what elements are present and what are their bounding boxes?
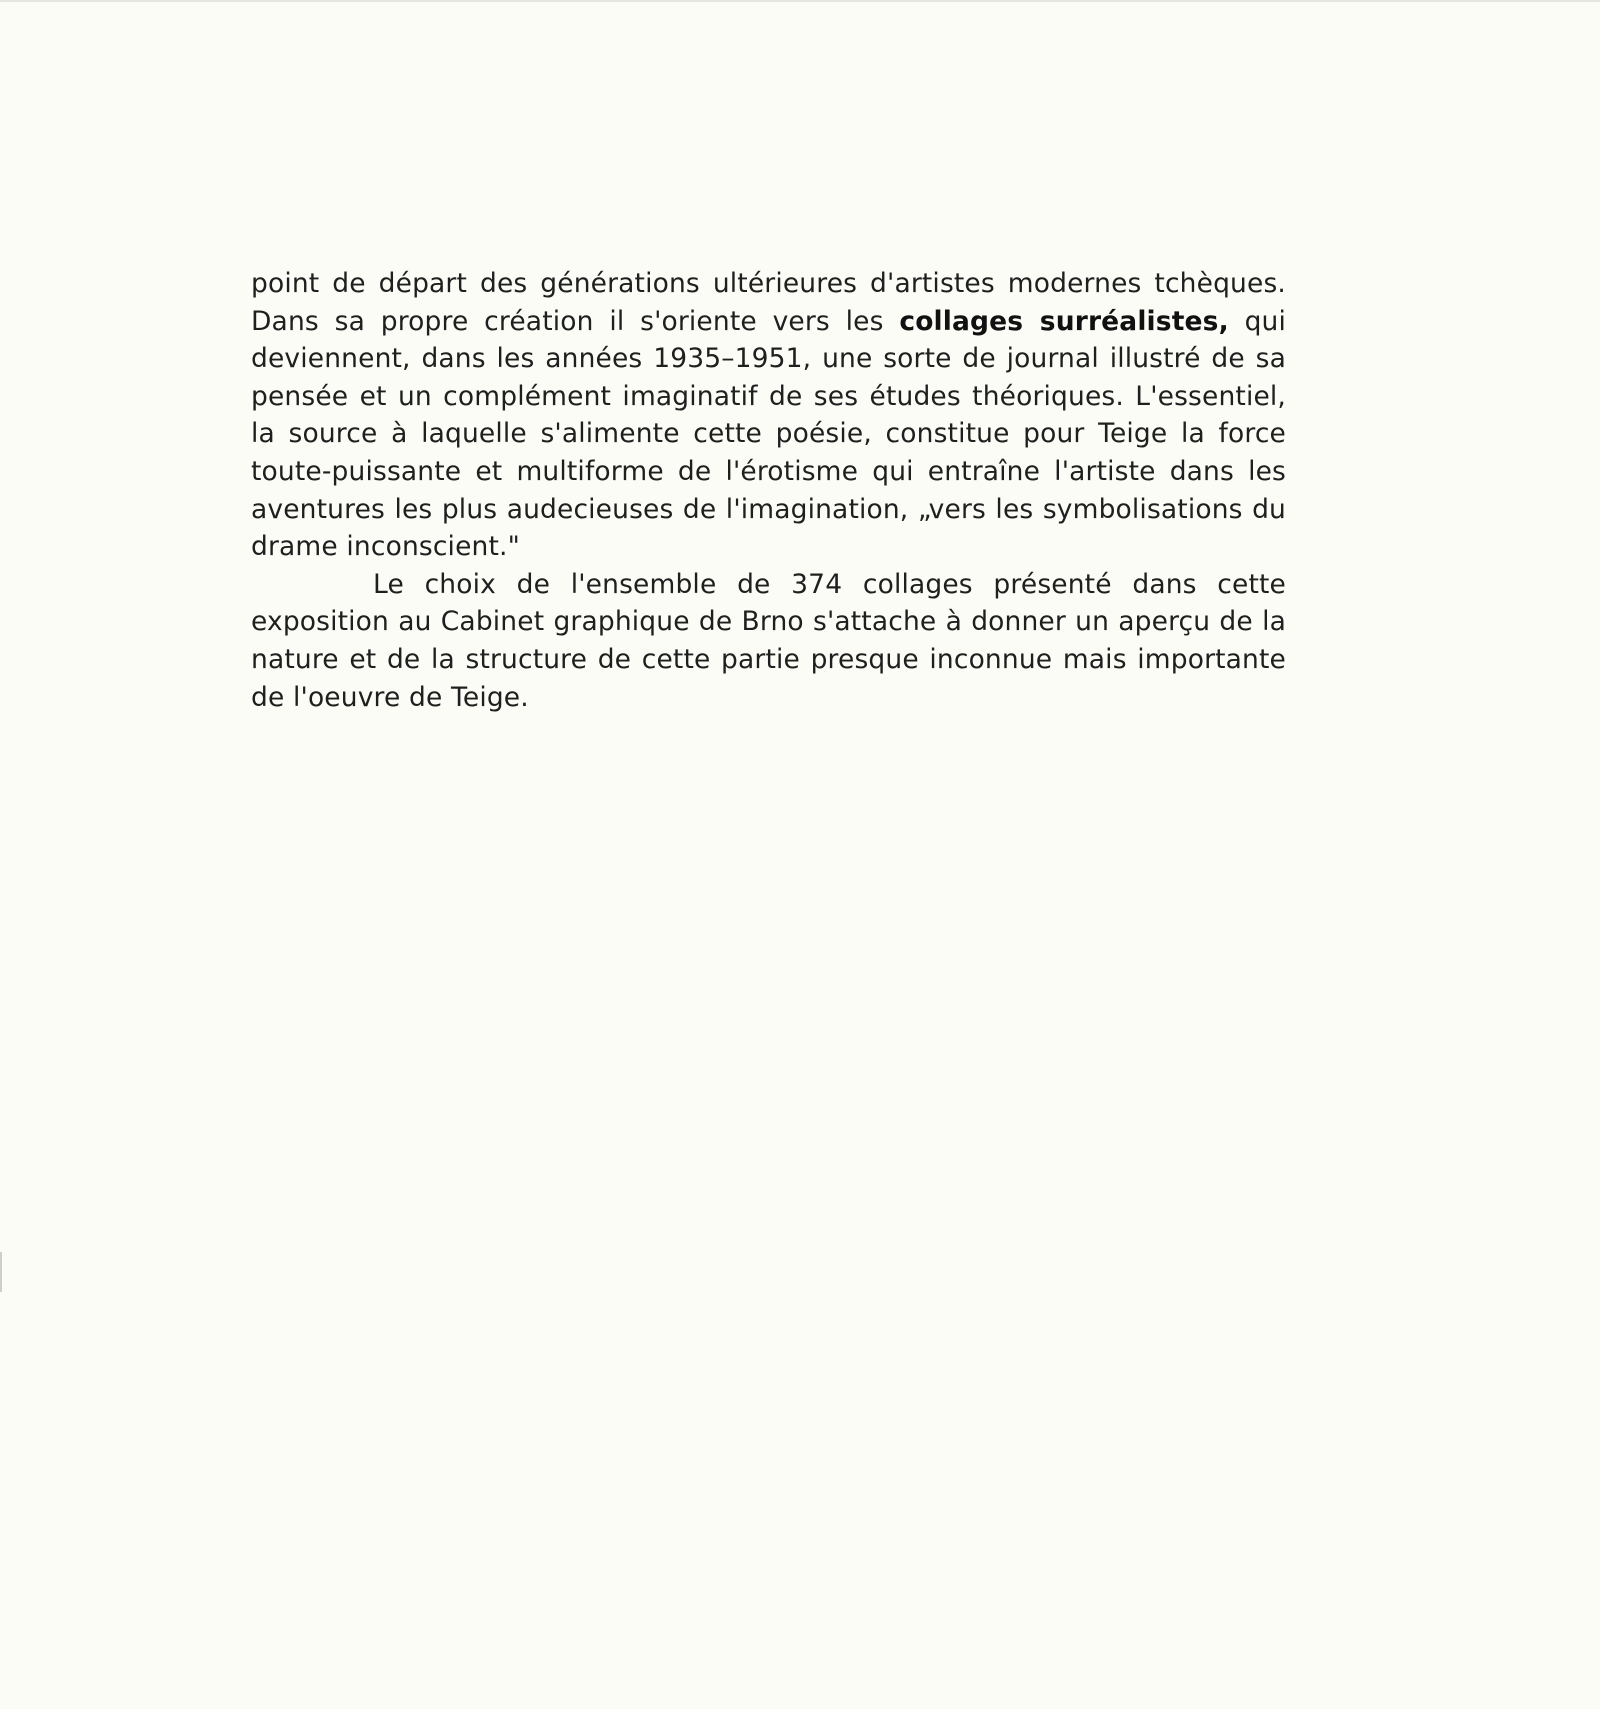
paragraph-1-text-after: qui deviennent, dans les années 1935–1951, une sorte de journal illustré de sa pensée et un complément imaginatif de ses études théoriques. L'essentiel, la source à laquelle s'alimente cette poésie, constitue pour Teige la force toute-puissante et multiforme de l'érotisme qui entraîne l'artiste dans les aventures les plus audecieuses de l'imagination, „vers les symbolisations du drame inconscient." (251, 305, 1286, 563)
paragraph-1-bold-term: collages surréalistes, (899, 305, 1229, 337)
body-text (251, 265, 1286, 716)
paragraph-1 (251, 265, 1286, 566)
paragraph-1-text-before: point de départ des générations ultérieures d'artistes modernes tchèques. Dans sa propre création il s'oriente vers les (251, 268, 1286, 337)
paragraph-2: Le choix de l'ensemble de 374 collages présenté dans cette exposition au Cabinet graphique de Brno s'attache à donner un aperçu de la nature et de la structure de cette partie presque inconnue mais importante de l'oeuvre de Teige. (251, 568, 1286, 713)
page-edge-mark (0, 1252, 2, 1292)
